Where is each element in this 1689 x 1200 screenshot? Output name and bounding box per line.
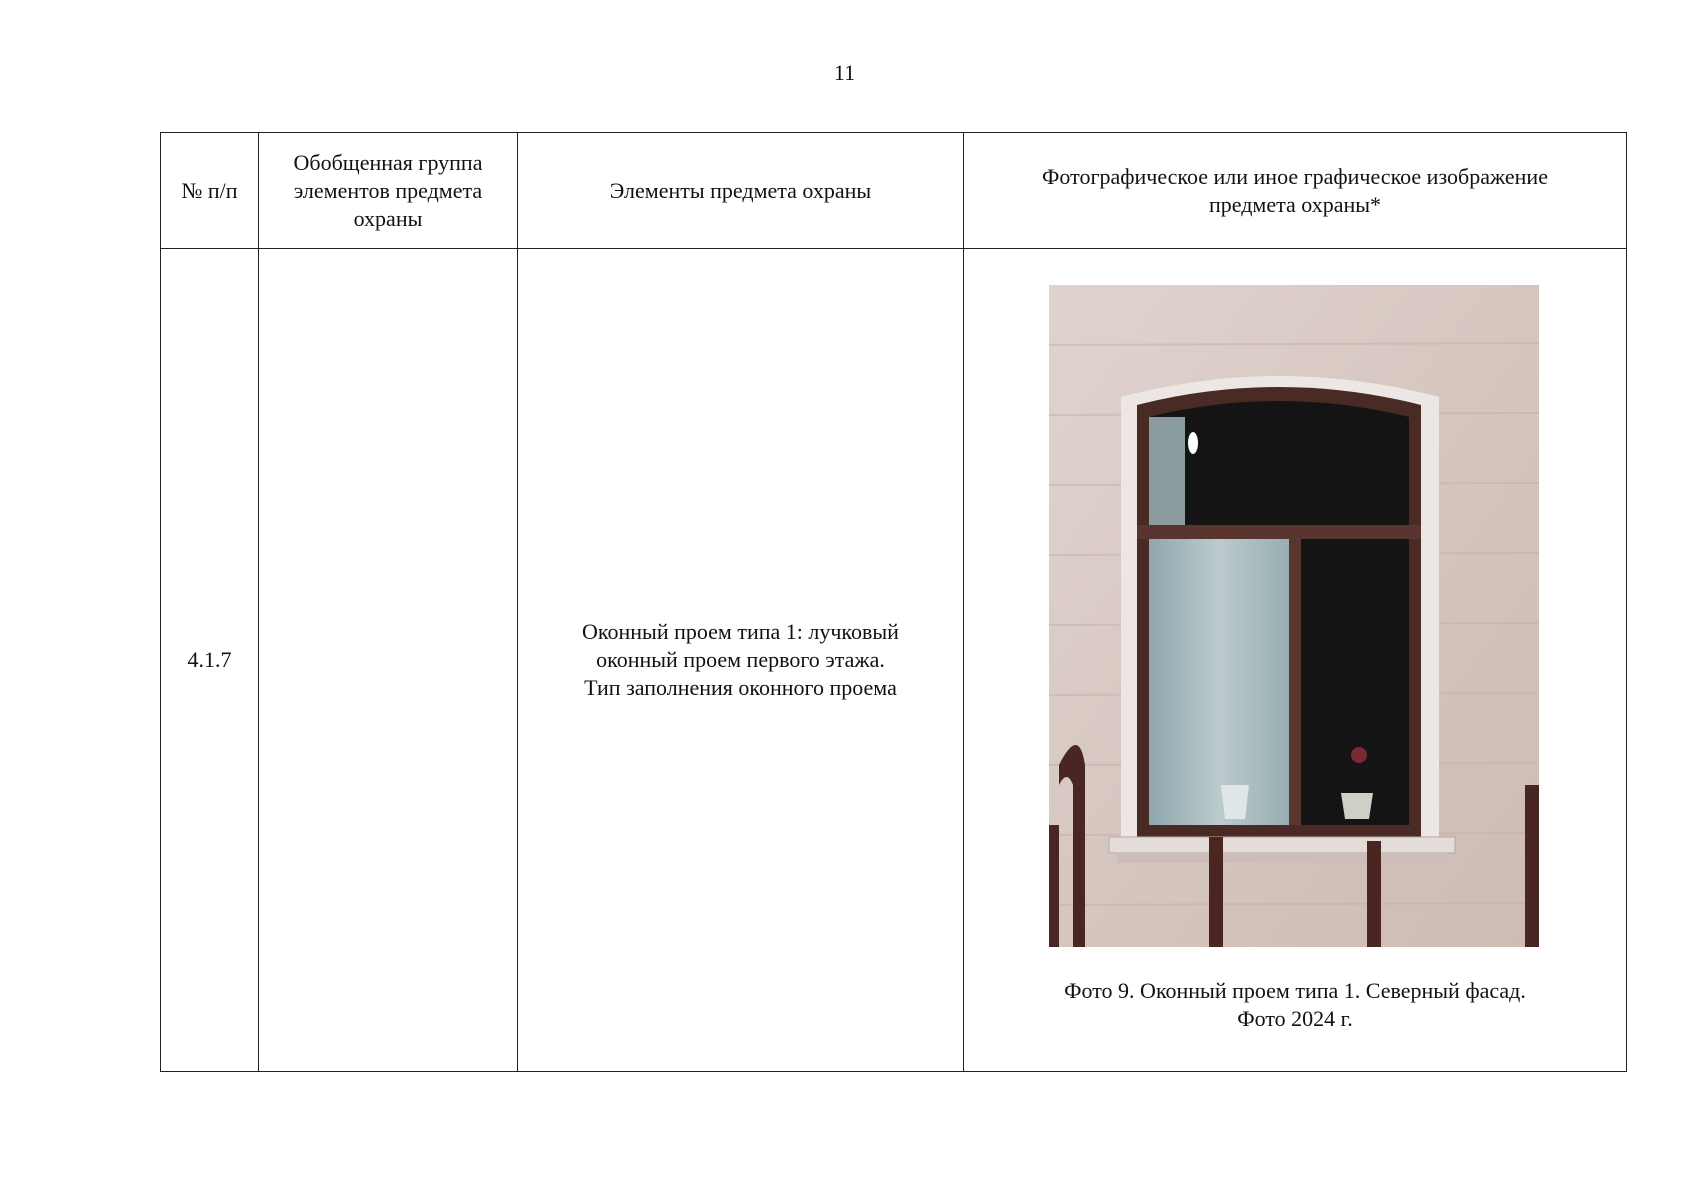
window-sill [1109, 837, 1455, 853]
flower-pot-right [1341, 793, 1373, 819]
flower [1351, 747, 1367, 763]
row-elements [518, 249, 964, 1072]
transom-glass [1149, 401, 1409, 525]
row-elements-line: Оконный проем типа 1: лучковый [582, 619, 899, 644]
photo-caption-line: Фото 2024 г. [1237, 1006, 1353, 1031]
left-sash-curtain [1149, 539, 1289, 825]
row-number: 4.1.7 [161, 249, 259, 1072]
header-group-line: элементов предмета [293, 177, 483, 203]
photo-caption [964, 977, 1626, 1033]
right-sash-glass [1301, 539, 1409, 825]
light-spot [1188, 432, 1198, 454]
row-elements-line: оконный проем первого этажа. [596, 647, 885, 672]
header-image-line: Фотографическое или иное графическое изображение [1042, 163, 1548, 189]
table-row [161, 249, 1627, 1072]
transom-bar [1137, 525, 1421, 539]
header-group-line: охраны [353, 205, 423, 231]
page-number: 11 [833, 60, 856, 85]
header-image-line: предмета охраны* [1208, 191, 1382, 217]
flower-pot-left [1221, 785, 1249, 819]
header-group [259, 133, 518, 249]
row-elements-line: Тип заполнения оконного проема [584, 675, 897, 700]
window-photo [1049, 285, 1539, 947]
photo-caption-line: Фото 9. Оконный проем типа 1. Северный фасад. [1064, 978, 1526, 1003]
header-number: № п/п [161, 133, 259, 249]
window-mullion [1289, 539, 1301, 825]
sill-shadow [1117, 853, 1447, 863]
row-photo [964, 249, 1627, 1072]
row-group [259, 249, 518, 1072]
heritage-elements-table [160, 132, 1627, 1072]
window-photo-image [1049, 285, 1539, 947]
table-header-row [161, 133, 1627, 249]
transom-reflection [1149, 417, 1185, 525]
header-elements: Элементы предмета охраны [518, 133, 964, 249]
header-group-line: Обобщенная группа [293, 149, 483, 175]
header-image [964, 133, 1627, 249]
